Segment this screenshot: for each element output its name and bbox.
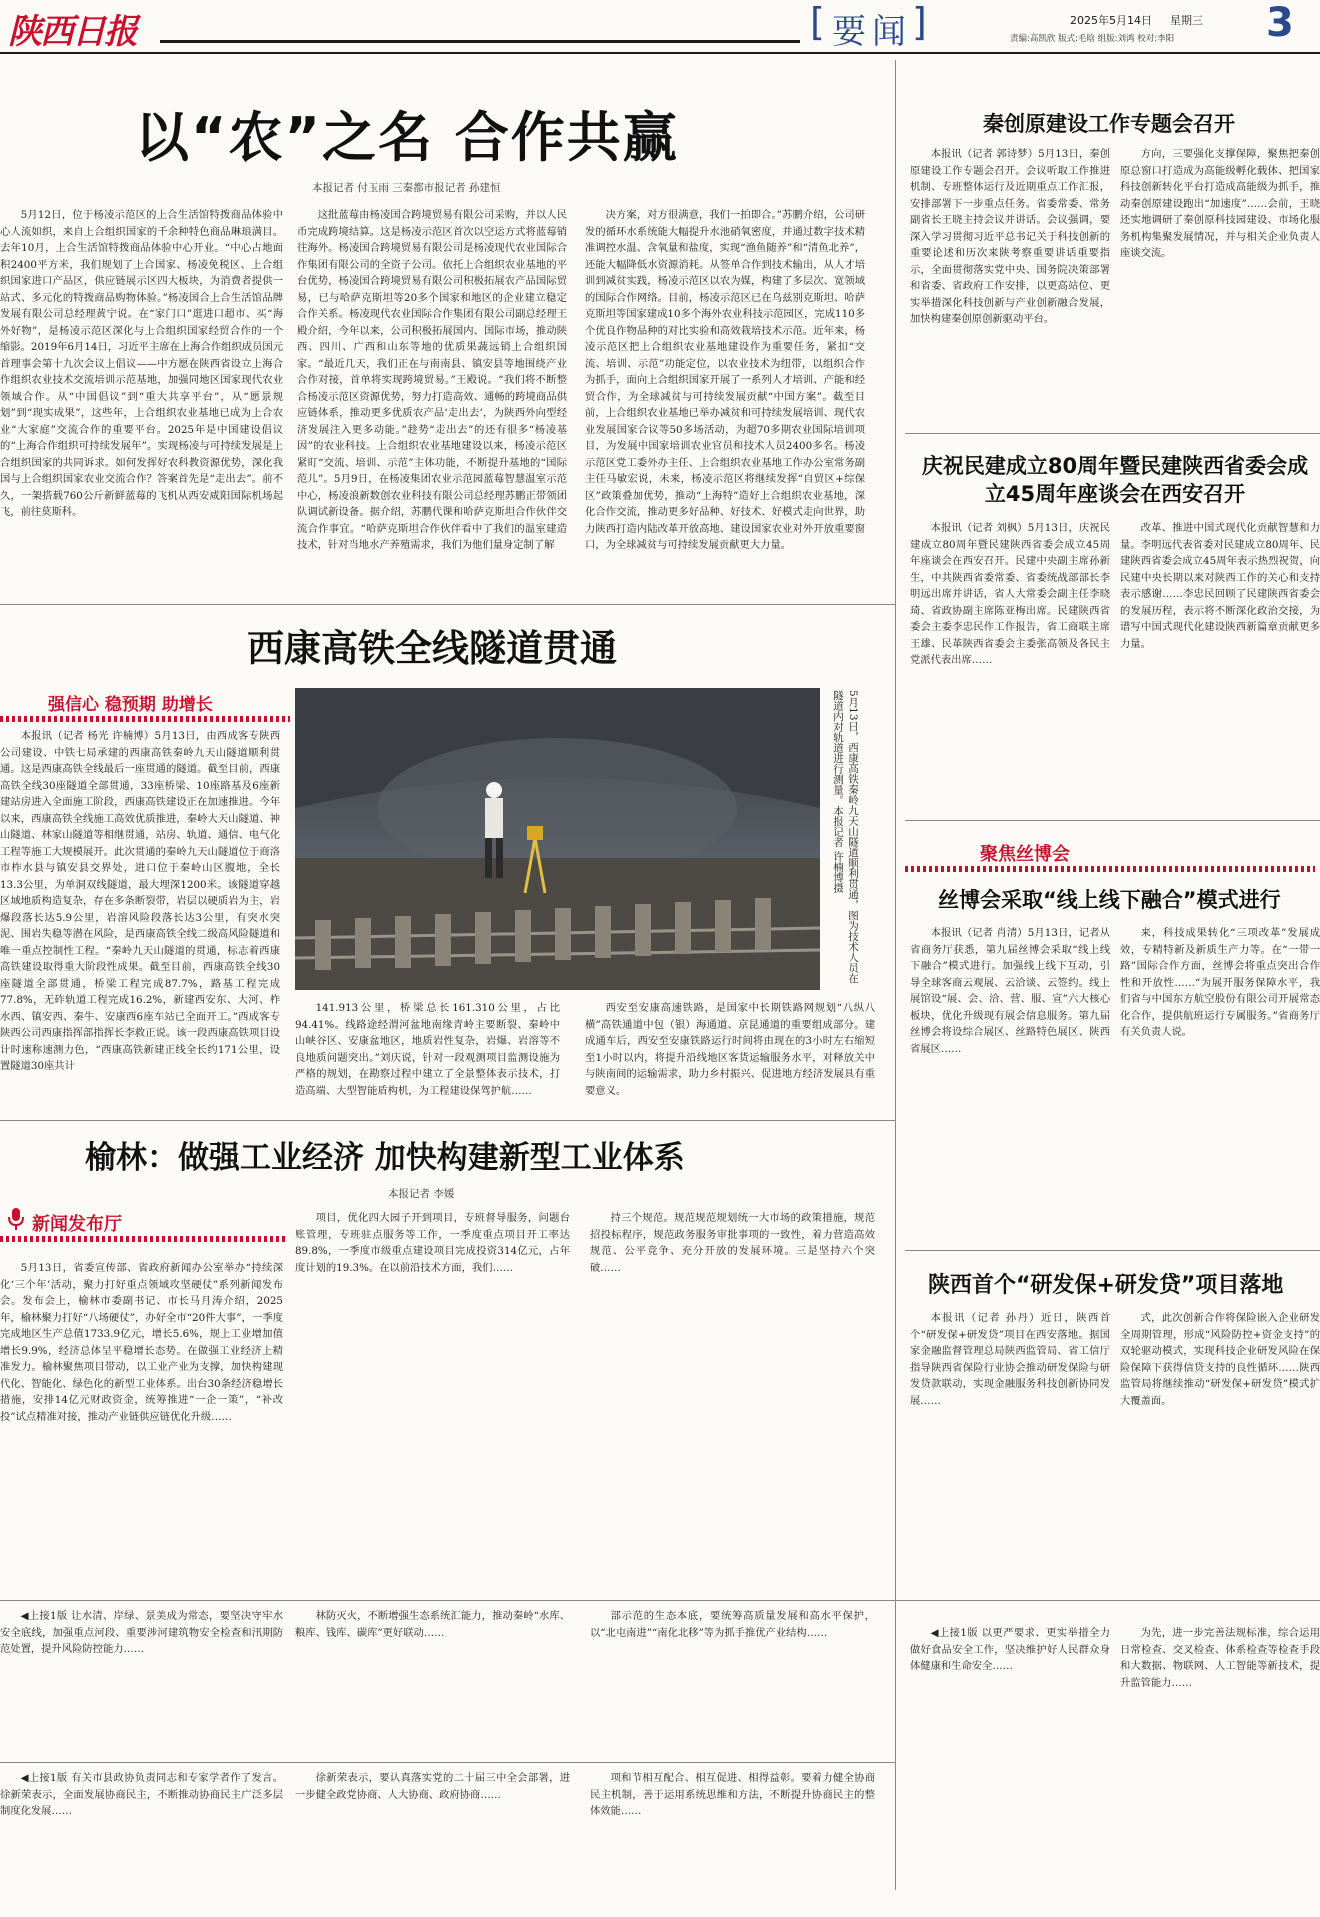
yulin-column-1: 5月13日，省委宣传部、省政府新闻办公室举办“持续深化‘三个年’活动，聚力打好重点领域攻坚硬仗”系列新闻发布会。发布会上，榆林市委副书记、市长马月涛介绍，2025年，榆林聚力打好“八场硬仗”，办好全市“20件大事”，一季度完成地区生产总值1733.9亿元，增长5.6%，规上工业增加值增长9.9%，经济总体呈平稳增长态势。在做强工业经济上精准发力。榆林聚焦项目带动，以工业产业为支撑，加快构建现代化、智能化、绿色化的新型工业体系。出台30条经济稳增长措施，安排14亿元财政资金，统筹推进“一企一策”，“补改投”试点精准对接，推动产业链供应链优化升级……	[0, 1262, 283, 1423]
tunnel-column-2: 141.913公里，桥梁总长161.310公里，占比94.41%。线路途经渭河盆地南缘青岭主要断裂、秦岭中山峡谷区、安康盆地区，地质岩性复杂，岩爆、岩溶等不良地质问题突出。”刘庆说，针对一段观测项目监测设施为严格的规划，在勘察过程中建立了全景整体表示技术，打造高端、大型智能盾构机，为工程建设保驾护航……	[295, 1002, 560, 1097]
headline-qinchuangyuan: 秦创原建设工作专题会召开	[983, 112, 1235, 136]
minjian-column-1: 本报讯（记者 刘枫）5月13日，庆祝民建成立80周年暨民建陕西省委会成立45周年座谈会在西安召开。民建中央副主席孙新生，中共陕西省委常委、省委统战部部长李明远出席并讲话，省人大常委会副主任李晓琦、省政协副主席陈亚梅出席。民建陕西省委会主委李忠民作工作报告，省工商联主席王雄、民革陕西省委会主委张高领及各民主党派代表出席……	[910, 522, 1110, 666]
tag-press-room: 新闻发布厅	[32, 1214, 122, 1235]
continuation-5: 为先，进一步完善法规标准，综合运用日常检查、交叉检查、体系检查等检查手段和大数据、物联网、人工智能等新技术，提升监管能力……	[1120, 1627, 1320, 1689]
masthead	[0, 0, 1320, 52]
continuation-1: ◀上接1版 让水清、岸绿、景美成为常态，要坚决守牢水安全底线，加强重点河段、重要涉河建筑物安全检查和汛期防范处置，提升风险防控能力……	[0, 1610, 283, 1655]
headline-yulin: 榆林：做强工业经济 加快构建新型工业体系	[85, 1140, 685, 1176]
newspaper-logo: 陕西日报	[8, 12, 136, 52]
tunnel-photo-illustration	[295, 688, 820, 990]
qinchuangyuan-column-2: 方向，三要强化支撑保障，聚焦把秦创原总窗口打造成为高能级孵化载体、把国家科技创新转化平台打造成高能级为抓手，推动秦创原建设跑出“加速度”……会前，王晓还实地调研了秦创原科技园建设、市场化服务机构集聚发展情况，并与相关企业负责人座谈交流。	[1120, 148, 1320, 259]
editors-line: 责编:高凯欣 版式:毛晗 组版:刘鸿 校对:李阳	[1010, 34, 1175, 44]
section-bracket-right: ]	[912, 0, 927, 44]
divider-r3	[905, 1250, 1320, 1251]
headline-silk-expo: 丝博会采取“线上线下融合”模式进行	[938, 888, 1281, 912]
nong-column-3: 决方案，对方很满意，我们一拍即合。”苏鹏介绍，公司研发的循环水系统能大幅提升水池硝氧密度，并通过数字技术精准调控水温、含氧量和盐度，实现“渔鱼随养”和“清鱼北养”，还能大幅降低水资源消耗。从签单合作到技术输出，从人才培训到减贫实践，杨凌示范区以农为媒，构建了多层次、宽领域的国际合作网络。目前，杨凌示范区已在乌兹别克斯坦、哈萨克斯坦等国家建成10多个海外农业科技示范园区，完成110多个优良作物品种的对比实验和高效栽培技术示范。近年来，杨凌示范区把上合组织农业基地建设作为重要任务，紧扣“交流、培训、示范”功能定位，以农业技术为纽带，以组织合作为抓手，面向上合组织国家开展了一系列人才培训、产能和经贸合作，为全球减贫与可持续发展贡献“中国方案”。截至目前，上合组织农业基地已举办减贫和可持续发展培训、现代农业发展国家合议等50多场活动，为超70多期农业国际培训项目，为发展中国家培训农业官员和技术人员2400多名。杨凌示范区党工委外办主任、上合组织农业基地工作办公室常务副主任马敏宏说，未来，杨凌示范区将继续发挥“自贸区+综保区”政策叠加优势，推动“上海特”造好上合组织农业基地，深化合作交流，推动更多好品种、好技术、好模式走向世界，助力陕西打造内陆改革开放高地、建设国家农业对外开放重要窗口，为全球减贫与可持续发展贡献更大力量。	[585, 209, 865, 551]
section-title: 要闻	[832, 12, 912, 52]
nong-column-1: 5月12日，位于杨凌示范区的上合生活馆特拨商品体验中心人流如织，来自上合组织国家的千余种特色商品琳琅满目。去年10月，上合生活馆特拨商品体验中心开业。“中心占地面积2400平方米，我们规划了上合国家、杨凌免税区、上合组织国家进口产品区，供应链展示区四大板块，为消费者提供一站式、多元化的特拨商品购物体验。”杨凌国合上合生活馆品牌发展有限公司总经理黄宁说。在“家门口”逛进口超市、买“海外好物”，是杨凌示范区深化与上合组织国家经贸合作的一个缩影。2019年6月14日，习近平主席在上海合作组织成员国元首理事会第十九次会议上倡议——中方愿在陕西省设立上海合作组织农业技术交流培训示范基地，加强同地区国家现代农业领域合作。从“中国倡议”到“重大共享平台”，从“愿景规划”到“现实成果”，这些年，上合组织农业基地已成为上合农业“大家庭”交流合作的重要平台。2025年是中国建设倡议的“上海合作组织可持续发展年”。实现杨凌与可持续发展是上合组织国家的共同诉求。如何发挥好农科教资源优势，深化我国与上合组织国家农业交流合作？答案首先是“走出去”。前不久，一架搭载760公斤新鲜蓝莓的飞机从西安咸阳国际机场起飞，前往莫斯科。	[0, 209, 283, 518]
continuation-2: 林防灭火，不断增强生态系统汇能力，推动秦岭“水库、粮库、钱库、碳库”更好联动……	[295, 1610, 570, 1639]
press-room-stripe	[0, 1236, 285, 1242]
tag-confidence: 强信心 稳预期 助增长	[48, 695, 213, 715]
byline-yulin: 本报记者 李媛	[388, 1188, 455, 1200]
tunnel-column-1: 本报讯（记者 杨光 许楠博）5月13日，由西成客专陕西公司建设、中铁七局承建的西康高铁秦岭九天山隧道顺利贯通。这是西康高铁全线最后一座贯通的隧道。截至目前，西康高铁全线30座隧道全部贯通，33座桥梁、10座路基及6座新建站房进入全面施工阶段，西康高铁建设正在加速推进。今年以来，西康高铁全线施工高效优质推进，秦岭大天山隧道、神山隧道、林家山隧道等相继贯通，站房、轨道、通信、电气化工程等施工大规模展开。此次贯通的秦岭九天山隧道位于商洛市柞水县与镇安县交界处，进口位于秦岭山区腹地，全长13.3公里，为单洞双线隧道，最大埋深1200米。该隧道穿越区域地质构造复杂，存在多条断裂带，岩层以硬质岩为主，岩爆段落长达5.9公里，岩溶风险段落长达3公里，有突水突泥、围岩失稳等潜在风险，是西康高铁全线二级高风险隧道和唯一重点控制性工程。“秦岭九天山隧道的贯通，标志着西康高铁建设取得重大阶段性成果。截至目前，西康高铁全线30座隧道全部贯通，桥梁工程完成87.7%，路基工程完成77.8%，无砟轨道工程完成16.2%，新建西安东、大河、柞水西、镇安西、秦牛、安康西6座车站已全面开工。”西成客专陕西公司西康指挥部指挥长李救正说。该一段西康高铁项目设计时速称速测力色，“西康高铁新建正线全长约171公里，设置隧道30座共计	[0, 730, 280, 1072]
continuation-8: 项和节相互配合、相互促进、相得益彰。要着力健全协商民主机制，善于运用系统思维和方法，不断提升协商民主的整体效能……	[590, 1772, 875, 1817]
minjian-column-2: 改革、推进中国式现代化贡献智慧和力量。李明远代表省委对民建成立80周年、民建陕西省委会成立45周年表示热烈祝贺，向民建中央长期以来对陕西工作的关心和支持表示感谢……李忠民回顾了民建陕西省委会的发展历程，表示将不断深化政治交接，为谱写中国式现代化建设陕西新篇章贡献更多力量。	[1120, 522, 1320, 650]
tunnel-column-3: 西安至安康高速铁路，是国家中长期铁路网规划“八纵八横”高铁通道中包（银）海通道、京昆通道的重要组成部分。建成通车后，西安至安康铁路运行时间将由现在的3小时左右缩短至1小时以内，将提升沿线地区客货运输服务水平，对释放关中与陕南间的运输需求，助力乡村振兴、促进地方经济发展具有重要意义。	[585, 1002, 875, 1097]
continuation-4: ◀上接1版 以更严要求、更实举措全力做好食品安全工作，坚决维护好人民群众身体健康和生命安全……	[910, 1627, 1110, 1672]
silk-expo-stripe	[905, 866, 1315, 872]
yulin-column-3: 持三个规范。规范规范规划统一大市场的政策措施，规范招投标程序，规范政务服务审批事项的一致性，着力营造高效规范、公平竞争、充分开放的发展环境。三是坚持六个突破……	[590, 1212, 875, 1274]
yulin-column-2: 项目，优化四大园子开到项目，专班督导服务，问题台账管理，专班驻点服务等工作，一季度重点项目开工率达89.8%，一季度市级重点建设项目完成投资314亿元，占年度计划的19.3%。在以前沿技术方面，我们……	[295, 1212, 570, 1274]
tag-silk-expo: 聚焦丝博会	[980, 844, 1070, 865]
date: 2025年5月14日	[1070, 14, 1152, 27]
page-number: 3	[1266, 0, 1294, 46]
silk-expo-column-2: 来，科技成果转化“三项改革”发展成效，专精特新及新质生产力等。在“一带一路”国际合作方面，丝博会将重点突出合作性和开放性……“为展开服务保障水平，我们省与中国东方航空股份有限公司开展常态化合作，提供航班运行专属服务。”省商务厅有关负责人说。	[1120, 927, 1320, 1038]
divider-main-right	[895, 60, 896, 1890]
nong-column-2: 这批蓝莓由杨凌国合跨境贸易有限公司采购，并以人民币完成跨境结算。这是杨凌示范区首次以空运方式将蓝莓销往海外。杨凌国合跨境贸易有限公司是杨凌现代农业国际合作集团有限公司的全资子公司。依托上合组织农业基地的平台优势，杨凌国合跨境贸易有限公司积极拓展农产品国际贸易，已与哈萨克斯坦等20多个国家和地区的企业建立稳定合作关系。杨凌现代农业国际合作集团有限公司副总经理王殿介绍，今年以来，公司积极拓展国内、国际市场，推动陕西、四川、广西和山东等地的优质果蔬远销上合组织国家。“最近几天，我们正在与南南县、镇安县等地围绕产业合作对接，首单将实现跨境贸易。”王殿说。“我们将不断整合杨凌示范区资源优势，努力打造高效、通畅的跨境商品供应链体系，推动更多优质农产品‘走出去’，为陕西外向型经济发展注入更多动能。”趁势“走出去”的还有很多“杨凌基因”的农业科技。上合组织农业基地建设以来，杨凌示范区紧盯“交流、培训、示范”主体功能，不断提升基地的“国际范儿”。5月9日，在杨凌集团农业示范园蓝莓智慧温室示范中心，杨凌浪新数创农业科技有限公司总经理苏鹏正带领团队调试新设备。据介绍，苏鹏代课和哈萨克斯坦合作伙伴交流合作事宜。“哈萨克斯坦合作伙伴看中了我们的温室建造技术，针对当地水产养殖需求，我们为他们量身定制了解	[297, 209, 567, 551]
divider-r1	[905, 433, 1320, 434]
tag-stripe	[0, 716, 290, 722]
continuation-6: ◀上接1版 有关市县政协负责同志和专家学者作了发言。徐新荣表示，全面发展协商民主，不断推动协商民主广泛多层制度化发展……	[0, 1772, 283, 1817]
weekday: 星期三	[1170, 14, 1203, 27]
byline-nong: 本报记者 付玉雨 三秦都市报记者 孙建恒	[312, 182, 501, 194]
headline-minjian: 庆祝民建成立80周年暨民建陕西省委会成立45周年座谈会在西安召开	[921, 454, 1309, 506]
rd-loan-column-2: 式，此次创新合作将保险嵌入企业研发全周期管理，形成“风险防控+资金支持”的双轮驱动模式，实现科技企业研发风险在保险保障下获得信贷支持的良性循环……陕西监管局将继续推动“研发保+研发贷”模式扩大覆盖面。	[1120, 1312, 1320, 1407]
tunnel-photo-caption: 5月13日，西康高铁秦岭九天山隧道顺利贯通，图为技术人员在隧道内对轨道进行测量。本报记者 许楠博摄	[832, 690, 859, 984]
silk-expo-column-1: 本报讯（记者 肖清）5月13日，记者从省商务厅获悉，第九届丝博会采取“线上线下融合”模式进行。加强线上线下互动，引导全球客商云观展、云洽谈、云签约。线上展馆设“展、会、洽、营、服、宣”六大核心板块，优化升级现有展会信息服务。第九届丝博会将设综合展区、丝路特色展区、陕西省展区……	[910, 927, 1110, 1055]
headline-rd-loan: 陕西首个“研发保+研发贷”项目落地	[928, 1273, 1284, 1298]
divider-tunnel-top	[0, 604, 895, 605]
masthead-bottom-rule	[0, 52, 1320, 54]
divider-bottom	[0, 1600, 1320, 1601]
divider-yulin-top	[0, 1120, 895, 1121]
rd-loan-column-1: 本报讯（记者 孙丹）近日，陕西首个“研发保+研发贷”项目在西安落地。据国家金融监督管理总局陕西监管局、省工信厅指导陕西省保险行业协会推动研发保险与研发贷款联动，实现金融服务科技创新协同发展……	[910, 1312, 1110, 1407]
continuation-7: 徐新荣表示，要认真落实党的二十届三中全会部署，进一步健全政党协商、人大协商、政府协商……	[295, 1772, 570, 1801]
qinchuangyuan-column-1: 本报讯（记者 郭诗梦）5月13日，秦创原建设工作专题会召开。会议听取工作推进机制、专班整体运行及近期重点工作汇报，安排部署下一步重点任务。省委常委、常务副省长王晓主持会议并讲话。会议强调，要深入学习贯彻习近平总书记关于科技创新的重要论述和历次来陕考察重要讲话重要指示，全面贯彻落实党中央、国务院决策部署和省委、省政府工作安排，以更高站位、更实举措深化科技创新与产业创新融合发展，加快构建秦创原创新驱动平台。	[910, 148, 1110, 325]
header-rule	[160, 40, 800, 43]
tunnel-photo	[295, 688, 820, 990]
divider-r2	[905, 820, 1320, 821]
headline-nong: 以“农”之名 合作共赢	[135, 106, 679, 169]
headline-tunnel: 西康高铁全线隧道贯通	[247, 627, 617, 670]
divider-bottom-2	[0, 1762, 895, 1763]
continuation-3: 部示范的生态本底，要统筹高质量发展和高水平保护，以“北屯南进”“南化北移”等为抓手推优产业结构……	[590, 1610, 875, 1639]
section-bracket-left: [	[810, 0, 825, 44]
mic-icon	[6, 1207, 26, 1231]
